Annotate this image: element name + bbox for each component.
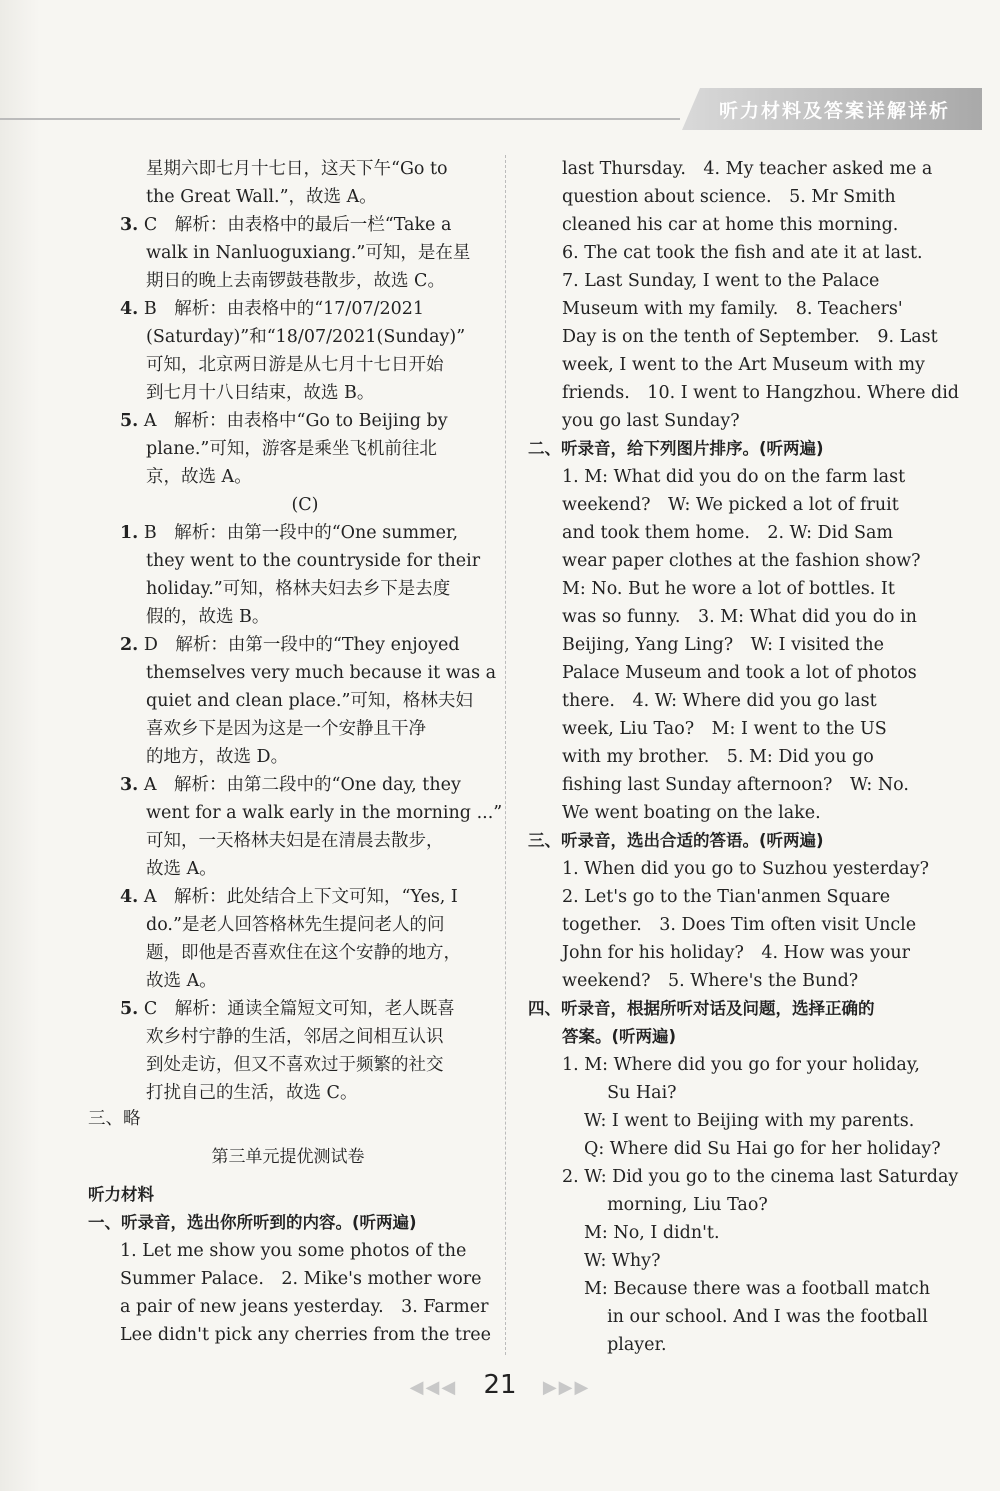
header-title: 听力材料及答案详解详析 bbox=[718, 100, 950, 122]
section-4-heading: 四、听录音，根据所听对话及问题，选择正确的 bbox=[528, 999, 875, 1018]
section-1-continued: last Thursday. 4. My teacher asked me a question about science. 5. Mr Smith cleaned his car at home this morning. 6. The cat took the fish and ate it at last. 7. Last Sunday, I went to the Palace Museum with my family. 8. Teachers' Day is on the tenth of September. 9. Last week, I went to the Art Museum with my friends. 10. I went to Hangzhou. Where did you go last Sunday? bbox=[562, 159, 960, 431]
listening-heading: 听力材料 bbox=[88, 1185, 154, 1204]
left-column-bottom: 三、略 第三单元提优测试卷 听力材料 一、听录音，选出你所听到的内容。(听两遍) 1. Let me show you some photos of the Summer Palace. 2. Mike's mother wore a pair of new jeans yesterday. 3. Farmer Lee didn't pick any cherries from the tree bbox=[88, 1105, 488, 1349]
answer-item: 2. D 解析：由第一段中的“They enjoyed themselves very much because it was a quiet and clean place.”可知，格林夫妇 喜欢乡下是因为这是一个安静且干净 的地方，故选 D。 bbox=[120, 635, 497, 767]
section-2-heading: 二、听录音，给下列图片排序。(听两遍) bbox=[528, 439, 824, 458]
answer-item: 5. C 解析：通读全篇短文可知，老人既喜 欢乡村宁静的生活，邻居之间相互认识 到处走访，但又不喜欢过于频繁的社交 打扰自己的生活，故选 C。 bbox=[120, 999, 455, 1103]
next-arrows-icon: ▶▶▶ bbox=[542, 1377, 591, 1398]
answer-item: 3. A 解析：由第二段中的“One day, they went for a walk early in the morning ...” 可知，一天格林夫妇是在清晨去散步， 故选 A。 bbox=[120, 775, 503, 879]
answer-item: 5. A 解析：由表格中“Go to Beijing by plane.”可知，游客是乘坐飞机前往北 京，故选 A。 bbox=[120, 411, 448, 487]
right-column bbox=[528, 155, 960, 1359]
unit-title: 第三单元提优测试卷 bbox=[211, 1147, 365, 1167]
answer-item: 4. B 解析：由表格中的“17/07/2021 (Saturday)”和“18/07/2021(Sunday)” 可知，北京两日游是从七月十七日开始 到七月十八日结束，故选 B。 bbox=[120, 299, 466, 403]
answer-item: 3. C 解析：由表格中的最后一栏“Take a walk in Nanluoguxiang.”可知，是在星 期日的晚上去南锣鼓巷散步，故选 C。 bbox=[120, 215, 471, 291]
header-rule bbox=[0, 118, 680, 120]
section-4-body: 1. M: Where did you go for your holiday, Su Hai? W: I went to Beijing with my parents. Q: Where did Su Hai go for her holiday? 2. W: Did you go to the cinema last Saturday morning, Liu Tao? M: No, I didn't. W: Why? M: Because there was a football match in our school. And I was the football player. bbox=[562, 1055, 959, 1355]
section-3-heading: 三、听录音，选出合适的答语。(听两遍) bbox=[528, 831, 824, 850]
left-column bbox=[120, 155, 503, 1107]
section-2-body: 1. M: What did you do on the farm last weekend? W: We picked a lot of fruit and took them home. 2. W: Did Sam wear paper clothes at the fashion show? M: No. But he wore a lot of bottles. It was so funny. 3. M: What did you do in Beijing, Yang Ling? W: I visited the Palace Museum and took a lot of photos there. 4. W: Where did you go last week, Liu Tao? M: I went to the US with my brother. 5. M: Did you go fishing last Sunday afternoon? W: No. We went boating on the lake. bbox=[562, 467, 921, 823]
section-3-body: 1. When did you go to Suzhou yesterday? 2. Let's go to the Tian'anmen Square together. 3. Does Tim often visit Uncle John for his holiday? 4. How was your weekend? 5. Where's the Bund? bbox=[562, 859, 929, 991]
page-number: 21 bbox=[483, 1370, 517, 1400]
prev-arrows-icon: ◀◀◀ bbox=[409, 1377, 458, 1398]
section-c-heading: (C) bbox=[291, 495, 319, 515]
answer-a-continued: 星期六即七月十七日，这天下午“Go to the Great Wall.”，故选 A。 bbox=[146, 159, 448, 207]
column-divider bbox=[505, 155, 506, 1355]
page-number-bar bbox=[0, 1370, 1000, 1400]
answer-item: 4. A 解析：此处结合上下文可知，“Yes, I do.”是老人回答格林先生提问老人的问 题，即他是否喜欢住在这个安静的地方， 故选 A。 bbox=[120, 887, 461, 991]
answer-item: 1. B 解析：由第一段中的“One summer, they went to the countryside for their holiday.”可知，格林夫妇去乡下是去度 假的，故选 B。 bbox=[120, 523, 481, 627]
section-san: 三、略 bbox=[88, 1109, 141, 1129]
section-4-heading-cont: 答案。(听两遍) bbox=[562, 1027, 677, 1046]
section-1-heading: 一、听录音，选出你所听到的内容。(听两遍) bbox=[88, 1213, 417, 1232]
